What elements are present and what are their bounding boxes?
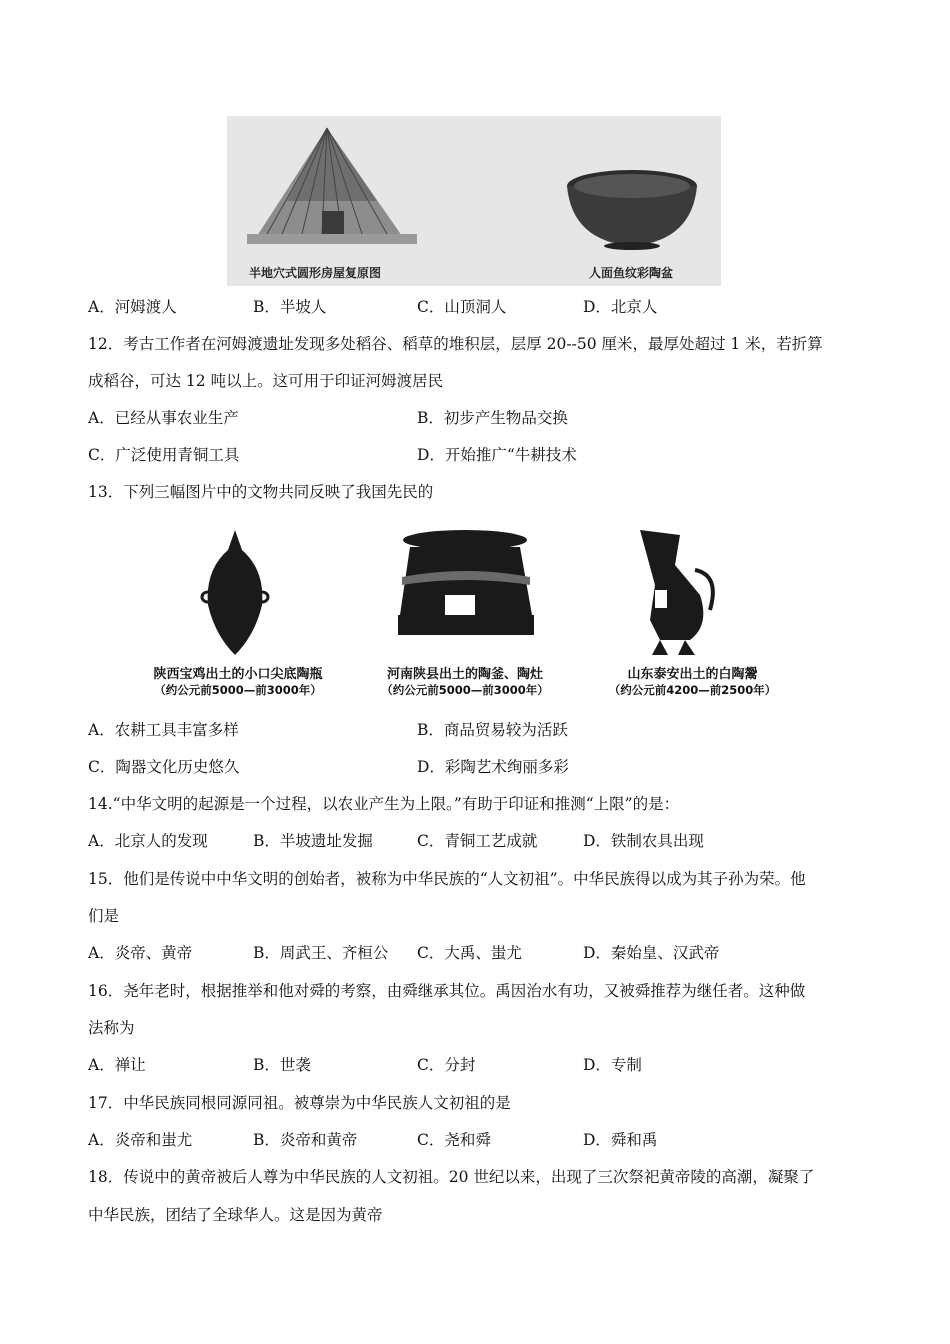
q18-stem-line1: 18．传说中的黄帝被后人尊为中华民族的人文初祖。20 世纪以来，出现了三次祭祀黄帝陵的高潮，凝聚了 [88,1168,815,1186]
q14-option-d: D．铁制农具出现 [583,832,704,850]
q16-option-d: D．专制 [583,1056,642,1074]
q12-stem-line1: 12．考古工作者在河姆渡遗址发现多处稻谷、稻草的堆积层，层厚 20--50 厘米，最厚处超过 1 米，若折算 [88,335,823,353]
q13-stem: 13．下列三幅图片中的文物共同反映了我国先民的 [88,483,434,501]
figure-artifacts [120,525,810,705]
q17-option-a: A．炎帝和蚩尤 [88,1131,193,1149]
q15-stem-line1: 15．他们是传说中中华文明的创始者，被称为中华民族的“人文初祖”。中华民族得以成为其子孙为荣。他 [88,870,806,888]
q13-option-d: D．彩陶艺术绚丽多彩 [417,758,569,776]
q16-option-a: A．禅让 [88,1056,146,1074]
q11-option-c: C．山顶洞人 [417,298,507,316]
cauldron-stove-illustration [398,530,534,635]
vase-date: （约公元前5000—前3000年） [154,683,322,697]
gui-pitcher-illustration [640,530,713,655]
q16-option-b: B．世袭 [253,1056,311,1074]
q12-stem-line2: 成稻谷，可达 12 吨以上。这可用于印证河姆渡居民 [88,372,444,390]
cauldron-date: （约公元前5000—前3000年） [381,683,549,697]
q14-option-a: A．北京人的发现 [88,832,208,850]
q11-option-d: D．北京人 [583,298,658,316]
pointed-vase-illustration [202,530,268,655]
q14-stem: 14.“中华文明的起源是一个过程，以农业产生为上限。”有助于印证和推测“上限”的是： [88,795,680,813]
q12-option-d: D．开始推广“牛耕技术 [417,446,577,464]
q14-option-c: C．青铜工艺成就 [417,832,538,850]
q12-option-b: B．初步产生物品交换 [417,409,568,427]
q15-stem-line2: 们是 [88,907,120,925]
hut-caption: 半地穴式圆形房屋复原图 [249,266,382,280]
q14-option-b: B．半坡遗址发掘 [253,832,373,850]
artifacts-image [120,525,810,670]
vase-caption: 陕西宝鸡出土的小口尖底陶瓶 [153,667,323,682]
q17-option-c: C．尧和舜 [417,1131,491,1149]
q17-stem: 17．中华民族同根同源同祖。被尊崇为中华民族人文初祖的是 [88,1094,511,1112]
q15-option-a: A．炎帝、黄帝 [88,944,193,962]
q17-option-d: D．舜和禹 [583,1131,658,1149]
q16-option-c: C．分封 [417,1056,476,1074]
q13-option-b: B．商品贸易较为活跃 [417,721,568,739]
q15-option-b: B．周武王、齐桓公 [253,944,389,962]
q13-option-c: C．陶器文化历史悠久 [88,758,240,776]
q12-option-a: A．已经从事农业生产 [88,409,239,427]
q16-stem-line1: 16．尧年老时，根据推举和他对舜的考察，由舜继承其位。禹因治水有功，又被舜推荐为继任者。这种做 [88,982,806,1000]
cauldron-caption: 河南陕县出土的陶釜、陶灶 [386,667,543,682]
figure-hut-and-basin [227,116,721,286]
q11-option-b: B．半坡人 [253,298,327,316]
basin-caption: 人面鱼纹彩陶盆 [589,266,674,280]
q16-stem-line2: 法称为 [88,1019,135,1037]
hut-and-basin-image [227,116,721,286]
q15-option-d: D．秦始皇、汉武帝 [583,944,720,962]
gui-date: （约公元前4200—前2500年） [608,683,777,697]
q17-option-b: B．炎帝和黄帝 [253,1131,358,1149]
q18-stem-line2: 中华民族，团结了全球华人。这是因为黄帝 [88,1206,383,1224]
gui-caption: 山东泰安出土的白陶鬶 [627,667,758,682]
q13-option-a: A．农耕工具丰富多样 [88,721,239,739]
q15-option-c: C．大禹、蚩尤 [417,944,522,962]
q11-option-a: A．河姆渡人 [88,298,177,316]
q12-option-c: C．广泛使用青铜工具 [88,446,240,464]
